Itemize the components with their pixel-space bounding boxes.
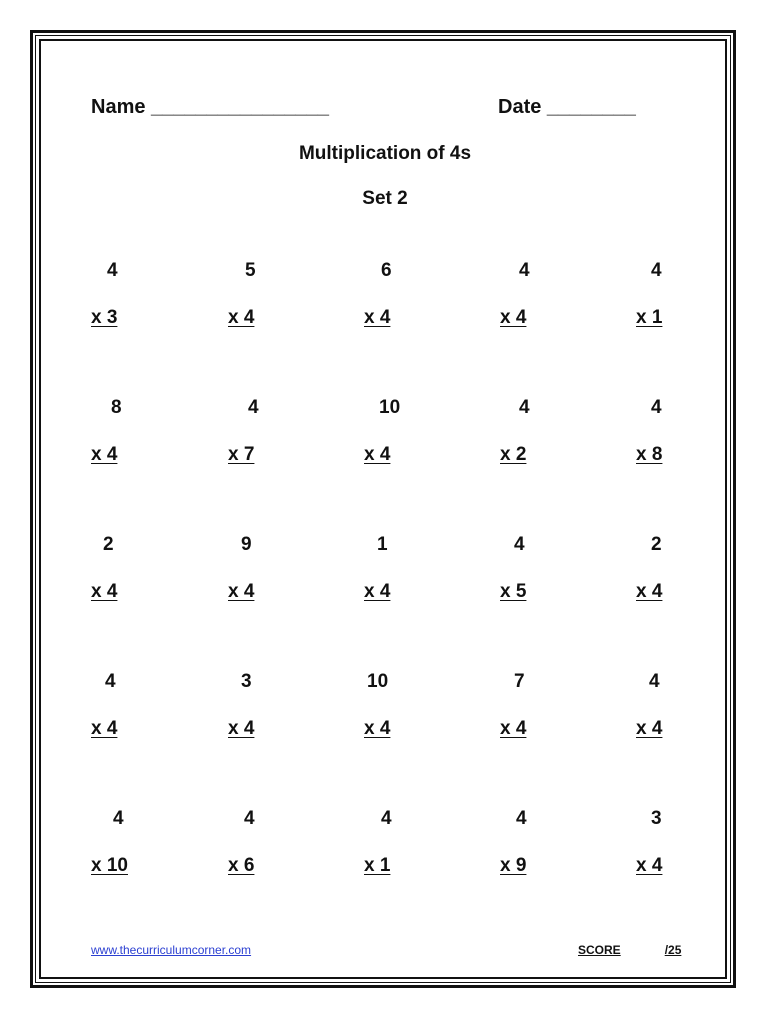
problem-multiplier: x 9: [500, 855, 527, 876]
problem-multiplicand: 4: [113, 808, 124, 829]
problem-multiplicand: 4: [514, 534, 525, 555]
page-border-inner: [39, 39, 727, 979]
problem-multiplicand: 1: [377, 534, 388, 555]
problem-multiplier: x 4: [228, 718, 255, 739]
problem-multiplier: x 1: [364, 855, 391, 876]
problem-multiplier: x 4: [91, 444, 118, 465]
problem-multiplicand: 10: [367, 671, 389, 692]
score-label: SCORE: [578, 943, 621, 957]
problem-multiplier: x 2: [500, 444, 527, 465]
problem-multiplicand: 4: [381, 808, 392, 829]
problem-multiplicand: 4: [519, 397, 530, 418]
problem-multiplicand: 9: [241, 534, 252, 555]
problem-multiplicand: 6: [381, 260, 392, 281]
problem-multiplier: x 6: [228, 855, 255, 876]
problem-multiplicand: 8: [111, 397, 122, 418]
problem-multiplicand: 7: [514, 671, 525, 692]
problem-multiplier: x 4: [636, 581, 663, 602]
problem-multiplier: x 5: [500, 581, 527, 602]
problem-multiplier: x 8: [636, 444, 663, 465]
problem-multiplier: x 4: [364, 718, 391, 739]
score-box: [578, 943, 681, 957]
problem-multiplier: x 4: [364, 444, 391, 465]
problem-multiplicand: 2: [103, 534, 114, 555]
problem-multiplier: x 4: [228, 307, 255, 328]
problem-multiplier: x 4: [364, 307, 391, 328]
problem-multiplier: x 3: [91, 307, 118, 328]
problem-multiplier: x 10: [91, 855, 128, 876]
problem-multiplicand: 4: [248, 397, 259, 418]
problem-multiplier: x 4: [636, 855, 663, 876]
problem-multiplicand: 5: [245, 260, 256, 281]
worksheet-set-label: Set 2: [362, 188, 408, 209]
problem-multiplier: x 4: [364, 581, 391, 602]
problem-multiplicand: 2: [651, 534, 662, 555]
problem-multiplier: x 4: [636, 718, 663, 739]
problem-multiplicand: 4: [107, 260, 118, 281]
worksheet-title: Multiplication of 4s: [298, 143, 472, 164]
problem-multiplicand: 4: [651, 260, 662, 281]
problem-multiplicand: 4: [519, 260, 530, 281]
date-field-label: Date ________: [498, 96, 636, 118]
problem-multiplier: x 1: [636, 307, 663, 328]
score-total: /25: [664, 943, 682, 957]
problem-multiplier: x 4: [91, 581, 118, 602]
problem-multiplicand: 10: [379, 397, 401, 418]
problem-multiplicand: 4: [649, 671, 660, 692]
name-field-label: Name ________________: [91, 96, 329, 118]
problem-multiplier: x 4: [91, 718, 118, 739]
problem-multiplier: x 7: [228, 444, 255, 465]
problem-multiplier: x 4: [228, 581, 255, 602]
problem-multiplier: x 4: [500, 718, 527, 739]
problem-multiplicand: 4: [105, 671, 116, 692]
problem-multiplicand: 4: [244, 808, 255, 829]
problem-multiplicand: 4: [651, 397, 662, 418]
problem-multiplicand: 3: [241, 671, 252, 692]
problem-multiplicand: 4: [516, 808, 527, 829]
website-link[interactable]: www.thecurriculumcorner.com: [91, 943, 252, 957]
problem-multiplicand: 3: [651, 808, 662, 829]
problem-multiplier: x 4: [500, 307, 527, 328]
